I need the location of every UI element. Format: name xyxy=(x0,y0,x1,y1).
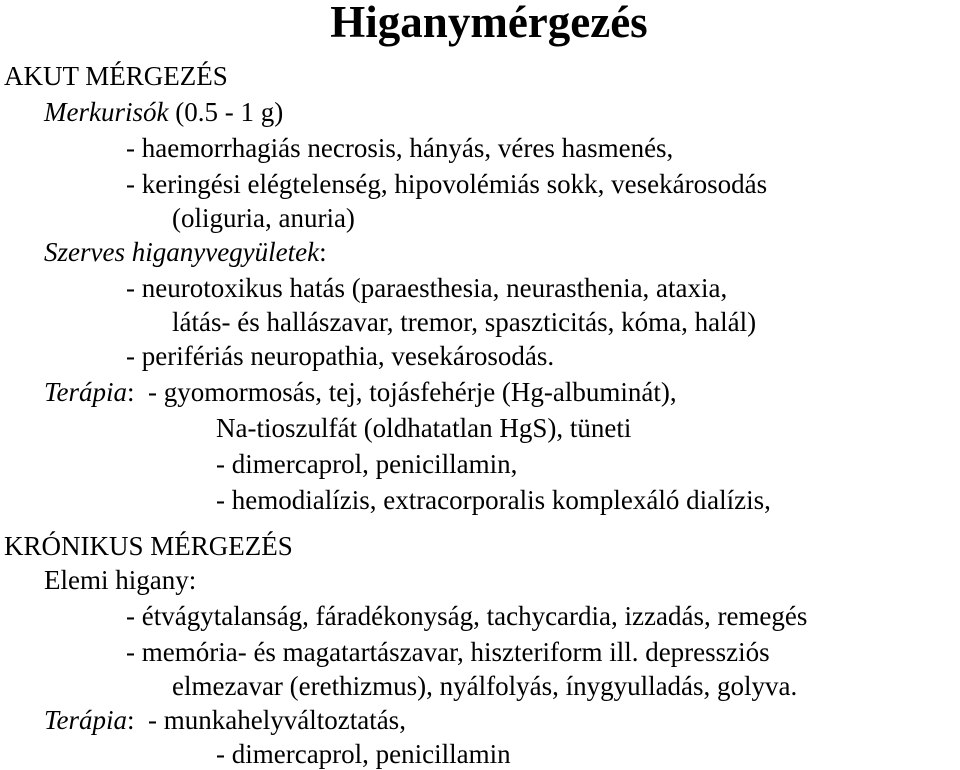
mercurial-label: Merkurisók xyxy=(44,97,169,127)
chronic-heading: KRÓNIKUS MÉRGEZÉS xyxy=(4,531,293,561)
organic-label: Szerves higanyvegyületek xyxy=(44,237,320,267)
chronic-therapy-line xyxy=(44,704,406,736)
mercurial-line xyxy=(44,96,283,128)
mercurial-effect-1: - haemorrhagiás necrosis, hányás, véres hasmenés, xyxy=(126,133,674,163)
organic-suffix: : xyxy=(319,237,327,267)
acute-therapy-line xyxy=(44,376,677,408)
elemental-effect-1: - étvágytalanság, fáradékonyság, tachycardia, izzadás, remegés xyxy=(126,601,808,631)
page-title xyxy=(0,0,960,48)
acute-therapy-3: - dimercaprol, penicillamin, xyxy=(216,449,518,479)
acute-heading: AKUT MÉRGEZÉS xyxy=(4,61,228,91)
elemental-effect-2: - memória- és magatartászavar, hiszteriform ill. depressziós xyxy=(126,637,770,667)
organic-effect-2: látás- és hallászavar, tremor, spaszticitás, kóma, halál) xyxy=(172,307,757,337)
chronic-therapy-first: : - munkahelyváltoztatás, xyxy=(127,705,406,735)
organic-effect-3: - perifériás neuropathia, vesekárosodás. xyxy=(126,341,555,371)
elemental-effect-3: elmezavar (erethizmus), nyálfolyás, ínygyulladás, golyva. xyxy=(172,671,798,701)
organic-line xyxy=(44,236,327,268)
chronic-therapy-label: Terápia xyxy=(44,705,128,735)
mercurial-dose: (0.5 - 1 g) xyxy=(168,97,284,127)
acute-therapy-2: Na-tioszulfát (oldhatatlan HgS), tüneti xyxy=(216,413,632,443)
elemental-label: Elemi higany: xyxy=(44,565,197,595)
title-text: Higanymérgezés xyxy=(330,0,648,47)
chronic-therapy-2: - dimercaprol, penicillamin xyxy=(216,739,511,769)
acute-therapy-4: - hemodialízis, extracorporalis komplexáló dialízis, xyxy=(216,485,771,515)
mercurial-effect-2: - keringési elégtelenség, hipovolémiás sokk, vesekárosodás xyxy=(126,169,768,199)
acute-therapy-label: Terápia xyxy=(44,377,128,407)
mercurial-effect-3: (oliguria, anuria) xyxy=(172,203,355,233)
organic-effect-1: - neurotoxikus hatás (paraesthesia, neurasthenia, ataxia, xyxy=(126,273,728,303)
acute-therapy-first: : - gyomormosás, tej, tojásfehérje (Hg-albuminát), xyxy=(127,377,677,407)
